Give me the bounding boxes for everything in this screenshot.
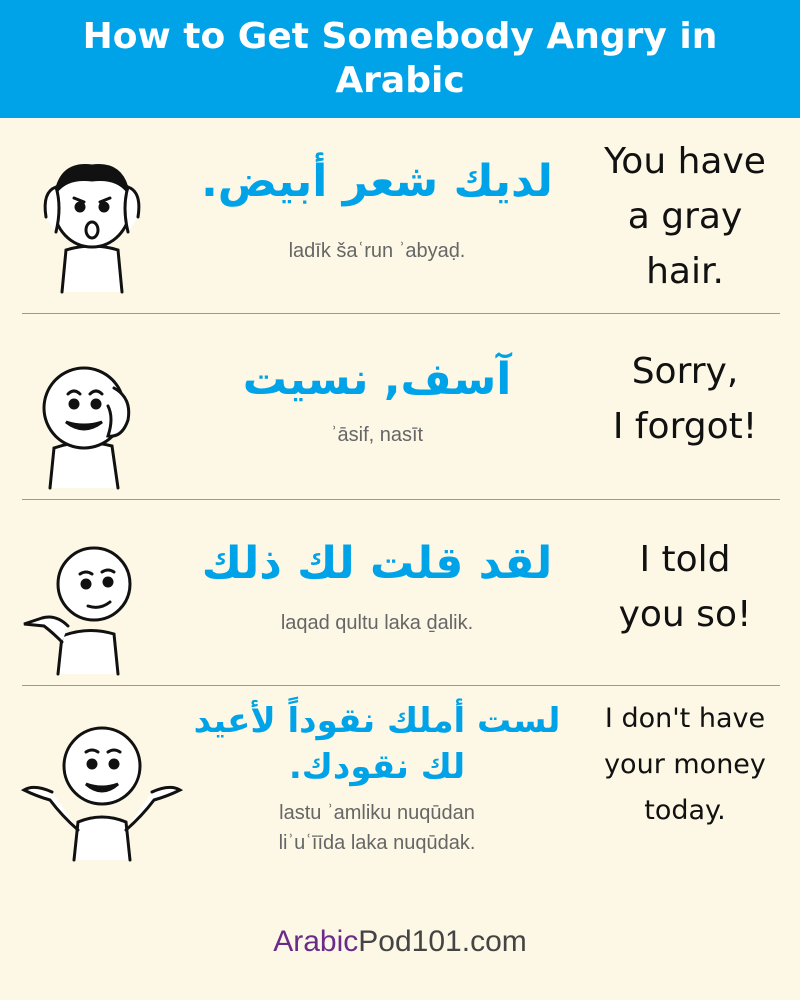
header-banner: [0, 0, 800, 118]
english-translation: I told you so!: [618, 539, 752, 635]
arabic-phrase: لقد قلت لك ذلك: [201, 538, 553, 589]
phrase-row: [22, 500, 780, 686]
logo-arabic: Arabic: [273, 925, 359, 958]
transliteration: ʾāsif, nasīt: [330, 424, 424, 446]
page-title: How to Get Somebody Angry in Arabic: [82, 16, 718, 101]
english-translation: You have a gray hair.: [604, 141, 766, 292]
apologetic-person-icon: [22, 328, 152, 488]
logo-pod: Pod101.com: [358, 925, 527, 958]
transliteration: laqad qultu laka ḏalik.: [280, 612, 474, 634]
phrase-row: [22, 118, 780, 314]
english-translation: Sorry, I forgot!: [612, 351, 758, 447]
transliteration: ladīk šaʿrun ʾabyaḍ.: [288, 240, 466, 262]
arabic-phrase: لست أملك نقوداً لأعيد لك نقودك.: [193, 701, 561, 787]
arabic-phrase: آسف, نسيت: [242, 354, 512, 405]
arabic-phrase: لديك شعر أبيض.: [201, 156, 553, 207]
shrugging-person-icon: [22, 700, 152, 860]
english-translation: I don't have your money today.: [604, 703, 766, 826]
transliteration: lastu ʾamliku nuqūdan liʾuʿīīda laka nuqūdak.: [278, 802, 476, 854]
stressed-person-icon: [22, 132, 152, 292]
pointing-person-icon: [22, 514, 152, 674]
site-logo[interactable]: [0, 925, 800, 959]
phrase-row: [22, 686, 780, 886]
phrase-row: [22, 314, 780, 500]
